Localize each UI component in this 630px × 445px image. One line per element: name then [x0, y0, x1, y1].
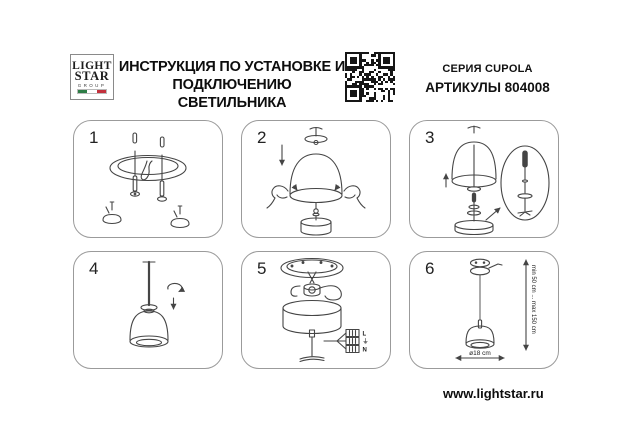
diameter-dimension	[456, 350, 504, 358]
articles-label: АРТИКУЛЫ 804008	[425, 80, 550, 95]
ceiling-canopy	[471, 259, 503, 275]
step-number: 3	[425, 128, 435, 147]
step-panel-3	[409, 120, 559, 238]
italian-flag-stripe	[78, 90, 106, 93]
step-number: 6	[425, 259, 435, 278]
dome-shade	[452, 142, 496, 187]
terminal-label-earth: ⏚	[362, 338, 369, 346]
suspension-cable	[478, 275, 481, 328]
logo-text-group: GROUP	[77, 83, 107, 88]
screw-icon	[133, 133, 164, 147]
flag-white	[87, 90, 96, 93]
suspension-rod	[143, 262, 155, 305]
wall-anchor-icon	[103, 202, 189, 228]
page-title	[118, 58, 346, 112]
terminal-block	[324, 330, 369, 354]
wire-loop	[141, 161, 152, 180]
step-number: 5	[257, 259, 267, 278]
detail-callout-ellipse	[501, 146, 549, 220]
rotate-arrow-icon	[168, 283, 182, 309]
rod-assembly	[468, 187, 481, 221]
step-panel-2	[241, 120, 391, 238]
step-panel-5	[241, 251, 391, 369]
dome-pendant	[466, 326, 494, 348]
detail-arrow-icon	[486, 208, 500, 220]
qr-code-icon	[345, 52, 395, 102]
ceiling-hook	[468, 126, 480, 133]
dome-shade	[290, 154, 342, 203]
instruction-steps-grid	[73, 120, 559, 369]
step-number: 1	[89, 128, 99, 147]
website-url: www.lightstar.ru	[443, 386, 544, 401]
diameter-label: ø18 cm	[469, 350, 491, 357]
lamp-module	[301, 203, 331, 236]
flag-green	[78, 90, 87, 93]
cable-lock	[291, 284, 341, 300]
step-panel-6	[409, 251, 559, 369]
series-label: СЕРИЯ CUPOLA	[442, 63, 533, 75]
height-dimension	[526, 260, 536, 350]
step-panel-1	[73, 120, 223, 238]
height-range-label: min 50 cm ... max 150 cm	[530, 265, 536, 334]
title-line-2: ПОДКЛЮЧЕНИЮ СВЕТИЛЬНИКА	[172, 77, 292, 111]
base-disk	[455, 221, 493, 235]
series-block	[415, 63, 560, 95]
canopy-cup	[283, 301, 341, 362]
step-number: 2	[257, 128, 267, 147]
dome-shade	[130, 311, 168, 347]
terminal-label-neutral: N	[362, 347, 367, 354]
logo-text-star: STAR	[74, 69, 110, 83]
ceiling-hook	[305, 128, 327, 145]
ceiling-plate	[281, 259, 343, 284]
logo-text-light: LIGHT	[72, 60, 112, 72]
title-line-1: ИНСТРУКЦИЯ ПО УСТАНОВКЕ И	[118, 59, 346, 75]
terminal-label-live: L	[362, 331, 367, 338]
step-number: 4	[89, 259, 99, 278]
step-panel-4	[73, 251, 223, 369]
flag-red	[97, 90, 106, 93]
lightstar-logo	[70, 54, 114, 100]
